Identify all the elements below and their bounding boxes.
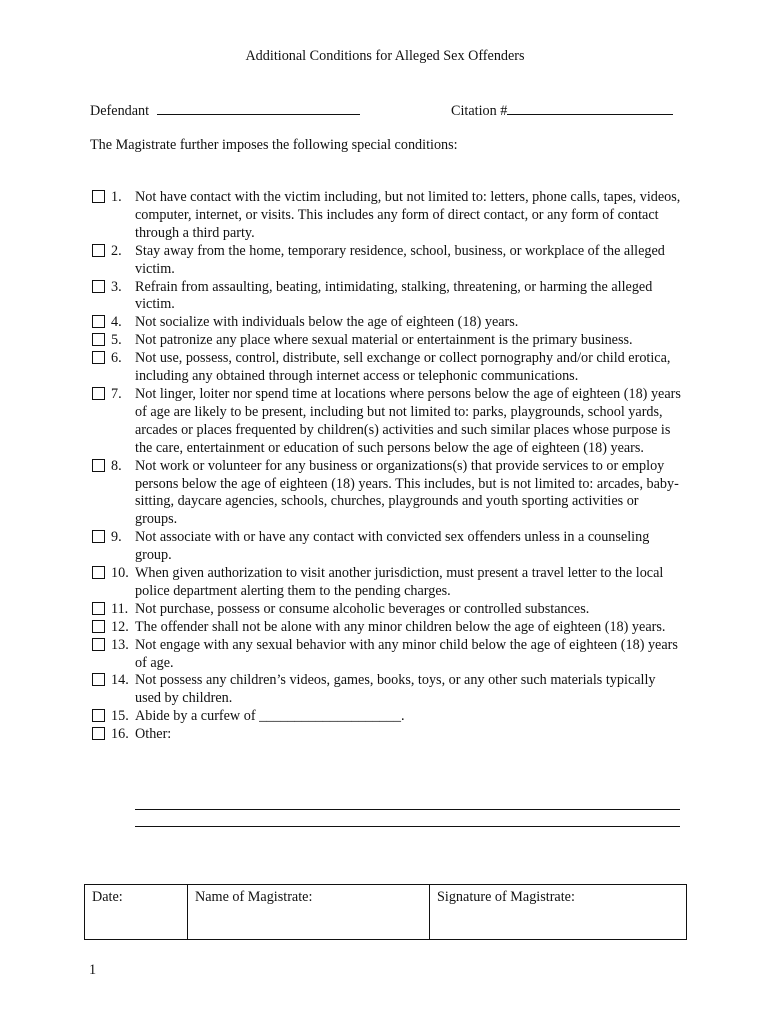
condition-text: When given authorization to visit another jurisdiction, must present a travel letter to the local police department alerting them to the pending charges. xyxy=(135,565,664,599)
magistrate-signature-label: Signature of Magistrate: xyxy=(437,889,575,905)
condition-item xyxy=(90,350,690,386)
condition-number: 5. xyxy=(111,332,122,349)
condition-number: 13. xyxy=(111,636,129,653)
defendant-label: Defendant xyxy=(90,103,150,119)
condition-item xyxy=(90,314,690,332)
page-number: 1 xyxy=(89,962,97,978)
condition-number: 14. xyxy=(111,672,129,689)
condition-item xyxy=(90,189,690,243)
defendant-input-line[interactable] xyxy=(157,101,360,115)
condition-number: 8. xyxy=(111,457,122,474)
condition-number: 10. xyxy=(111,565,129,582)
document-title: Additional Conditions for Alleged Sex Offenders xyxy=(245,48,525,64)
condition-text: Not use, possess, control, distribute, sell exchange or collect pornography and/or child erotica, including any obtained through internet access or telephonic communications. xyxy=(135,350,671,385)
magistrate-signature-cell[interactable] xyxy=(430,885,687,940)
condition-number: 9. xyxy=(111,529,122,546)
intro-text: The Magistrate further imposes the following special conditions: xyxy=(90,137,458,153)
condition-number: 4. xyxy=(111,314,122,331)
condition-number: 1. xyxy=(111,189,122,205)
condition-text: Not work or volunteer for any business or organizations(s) that provide services to or employ persons below the age of eighteen (18) years. This includes, but is not limited to: arcades, baby-sitting, daycare agencies, schools, churches, playgrounds and youth sporting activities or groups. xyxy=(135,457,679,528)
magistrate-name-label: Name of Magistrate: xyxy=(195,889,313,905)
citation-field xyxy=(451,101,673,120)
condition-number: 7. xyxy=(111,385,122,402)
condition-text: The offender shall not be alone with any minor children below the age of eighteen (18) years. xyxy=(135,618,666,635)
condition-item xyxy=(90,708,690,726)
condition-checkbox[interactable] xyxy=(92,459,105,472)
condition-item xyxy=(90,726,690,744)
date-cell[interactable] xyxy=(85,885,188,940)
condition-text: Not linger, loiter nor spend time at locations where persons below the age of eighteen (18) years of age are likely to be present, including but not limited to: parks, playgrounds, school yards, arcades or places frequented by children(s) activities and such similar places whose purpose is the care, entertainment or education of such persons below the age of eighteen (18) years. xyxy=(135,385,681,456)
condition-checkbox[interactable] xyxy=(92,244,105,257)
condition-text: Not engage with any sexual behavior with any minor child below the age of eighteen (18) years of age. xyxy=(135,636,678,671)
condition-checkbox[interactable] xyxy=(92,351,105,364)
condition-checkbox[interactable] xyxy=(92,709,105,722)
condition-text: Not possess any children’s videos, games, books, toys, or any other such materials typically used by children. xyxy=(135,672,656,707)
condition-item xyxy=(90,637,690,673)
condition-checkbox[interactable] xyxy=(92,333,105,346)
condition-text: Stay away from the home, temporary residence, school, business, or workplace of the alleged victim. xyxy=(135,242,665,277)
condition-item xyxy=(90,529,690,565)
conditions-list xyxy=(90,189,690,744)
condition-item xyxy=(90,243,690,279)
condition-checkbox[interactable] xyxy=(92,387,105,400)
condition-item xyxy=(90,565,690,601)
condition-checkbox[interactable] xyxy=(92,280,105,293)
magistrate-name-cell[interactable] xyxy=(188,885,430,940)
other-input-line[interactable] xyxy=(135,793,680,810)
condition-checkbox[interactable] xyxy=(92,638,105,651)
condition-text: Other: xyxy=(135,726,172,743)
citation-label: Citation # xyxy=(451,103,508,119)
condition-checkbox[interactable] xyxy=(92,727,105,740)
citation-input-line[interactable] xyxy=(507,101,673,115)
condition-checkbox[interactable] xyxy=(92,530,105,543)
condition-text: Not patronize any place where sexual material or entertainment is the primary business. xyxy=(135,332,633,349)
condition-item xyxy=(90,601,690,619)
condition-checkbox[interactable] xyxy=(92,620,105,633)
date-label: Date: xyxy=(92,889,123,905)
condition-item xyxy=(90,386,690,458)
condition-text: Not have contact with the victim including, but not limited to: letters, phone calls, tapes, videos, computer, internet, or visits. This includes any form of direct contact, or any form of contact through a third party. xyxy=(135,189,681,241)
condition-item xyxy=(90,619,690,637)
condition-text: Not socialize with individuals below the age of eighteen (18) years. xyxy=(135,314,519,331)
condition-number: 15. xyxy=(111,708,129,725)
header-fields xyxy=(90,101,680,119)
defendant-field xyxy=(90,101,360,120)
condition-number: 16. xyxy=(111,726,129,743)
condition-number: 12. xyxy=(111,618,129,635)
condition-checkbox[interactable] xyxy=(92,315,105,328)
condition-item xyxy=(90,279,690,315)
condition-number: 3. xyxy=(111,278,122,295)
other-input-line[interactable] xyxy=(135,810,680,827)
condition-item xyxy=(90,458,690,530)
condition-number: 2. xyxy=(111,242,122,259)
condition-text: Refrain from assaulting, beating, intimidating, stalking, threatening, or harming the alleged victim. xyxy=(135,278,653,313)
condition-number: 11. xyxy=(111,600,129,617)
condition-checkbox[interactable] xyxy=(92,190,105,203)
condition-item xyxy=(90,672,690,708)
condition-checkbox[interactable] xyxy=(92,602,105,615)
condition-checkbox[interactable] xyxy=(92,566,105,579)
signature-table xyxy=(84,884,687,940)
condition-text: Abide by a curfew of ____________________. xyxy=(135,708,405,725)
other-conditions-lines xyxy=(135,793,680,827)
condition-item xyxy=(90,332,690,350)
condition-text: Not purchase, possess or consume alcoholic beverages or controlled substances. xyxy=(135,600,590,617)
condition-text: Not associate with or have any contact with convicted sex offenders unless in a counseling group. xyxy=(135,529,650,564)
condition-checkbox[interactable] xyxy=(92,673,105,686)
condition-number: 6. xyxy=(111,350,122,367)
